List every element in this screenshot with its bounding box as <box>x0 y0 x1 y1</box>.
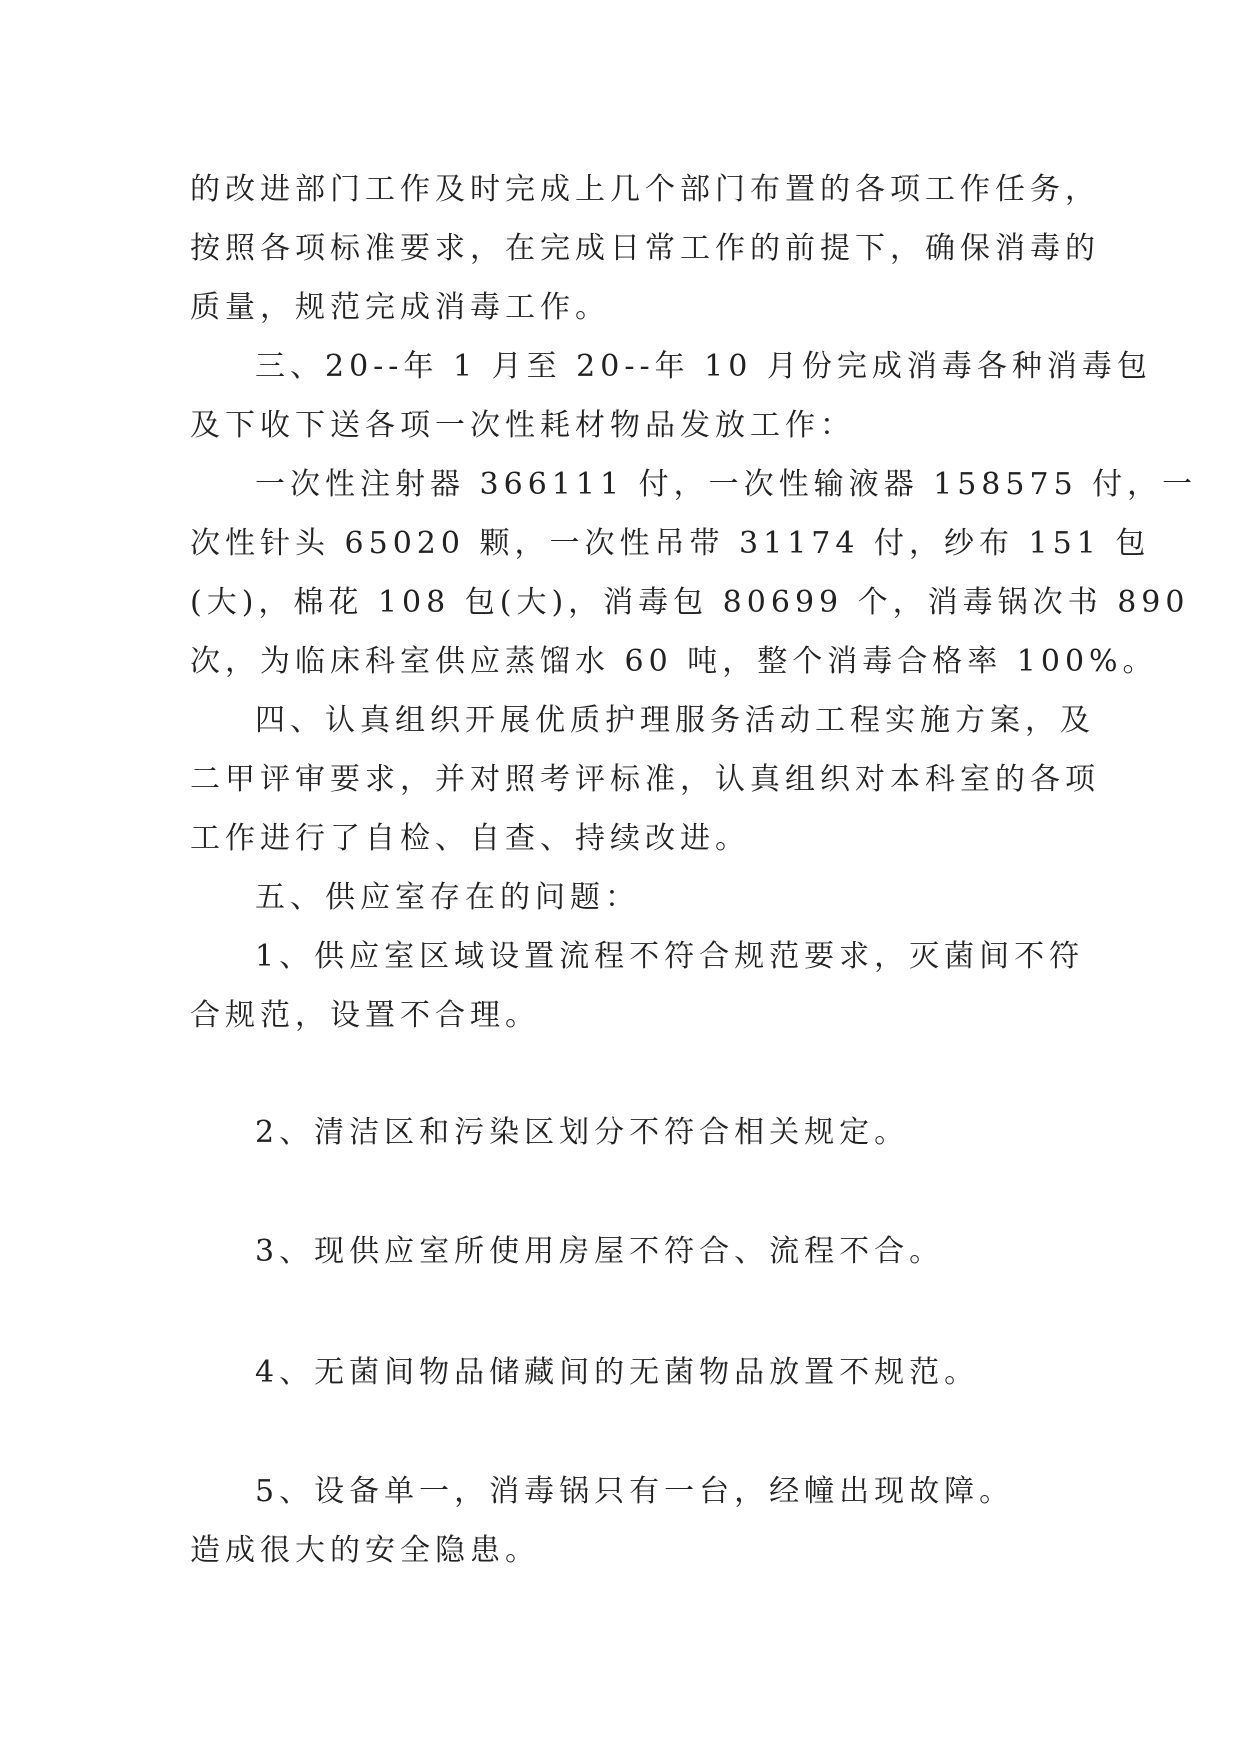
text-line: 2、清洁区和污染区划分不符合相关规定。 <box>255 1115 910 1150</box>
text-line: 三、20--年 1 月至 20--年 10 月份完成消毒各种消毒包 <box>255 349 1152 384</box>
document-body <box>190 160 1198 1580</box>
problem-item-5 <box>190 1462 1050 1580</box>
text-line: 五、供应室存在的问题： <box>255 880 640 915</box>
paragraph-continuation <box>190 160 1100 337</box>
text-line: 造成很大的安全隐患。 <box>190 1533 540 1568</box>
text-line: 按照各项标准要求，在完成日常工作的前提下，确保消毒的 <box>190 231 1100 266</box>
text-line: 工作进行了自检、自查、持续改进。 <box>190 821 750 856</box>
text-line: 质量，规范完成消毒工作。 <box>190 290 610 325</box>
text-line: 5、设备单一，消毒锅只有一台，经幢出现故障。 <box>255 1474 1015 1509</box>
text-line: 4、无菌间物品储藏间的无菌物品放置不规范。 <box>255 1355 980 1390</box>
text-line: 二甲评审要求，并对照考评标准，认真组织对本科室的各项 <box>190 762 1100 797</box>
paragraph-section-3 <box>190 337 1152 455</box>
paragraph-section-4 <box>190 691 1100 868</box>
problem-item-2 <box>190 1103 1050 1162</box>
paragraph-section-5-heading <box>190 868 1050 927</box>
problem-item-1 <box>190 927 1085 1045</box>
text-line: 的改进部门工作及时完成上几个部门布置的各项工作任务， <box>190 172 1100 207</box>
problem-item-4 <box>190 1343 1050 1402</box>
text-line: 四、认真组织开展优质护理服务活动工程实施方案，及 <box>255 703 1095 738</box>
problem-item-3 <box>190 1222 1050 1281</box>
text-line: 及下收下送各项一次性耗材物品发放工作： <box>190 408 855 443</box>
text-line: 一次性注射器 366111 付，一次性输液器 158575 付，一 <box>255 467 1198 502</box>
text-line: (大)，棉花 108 包(大)，消毒包 80699 个，消毒锅次书 890 <box>190 585 1190 620</box>
paragraph-supply-statistics <box>190 455 1198 691</box>
text-line: 1、供应室区域设置流程不符合规范要求，灭菌间不符 <box>255 939 1085 974</box>
text-line: 合规范，设置不合理。 <box>190 998 540 1033</box>
text-line: 次性针头 65020 颗，一次性吊带 31174 付，纱布 151 包 <box>190 526 1151 561</box>
text-line: 3、现供应室所使用房屋不符合、流程不合。 <box>255 1234 945 1269</box>
text-line: 次，为临床科室供应蒸馏水 60 吨，整个消毒合格率 100%。 <box>190 644 1158 679</box>
